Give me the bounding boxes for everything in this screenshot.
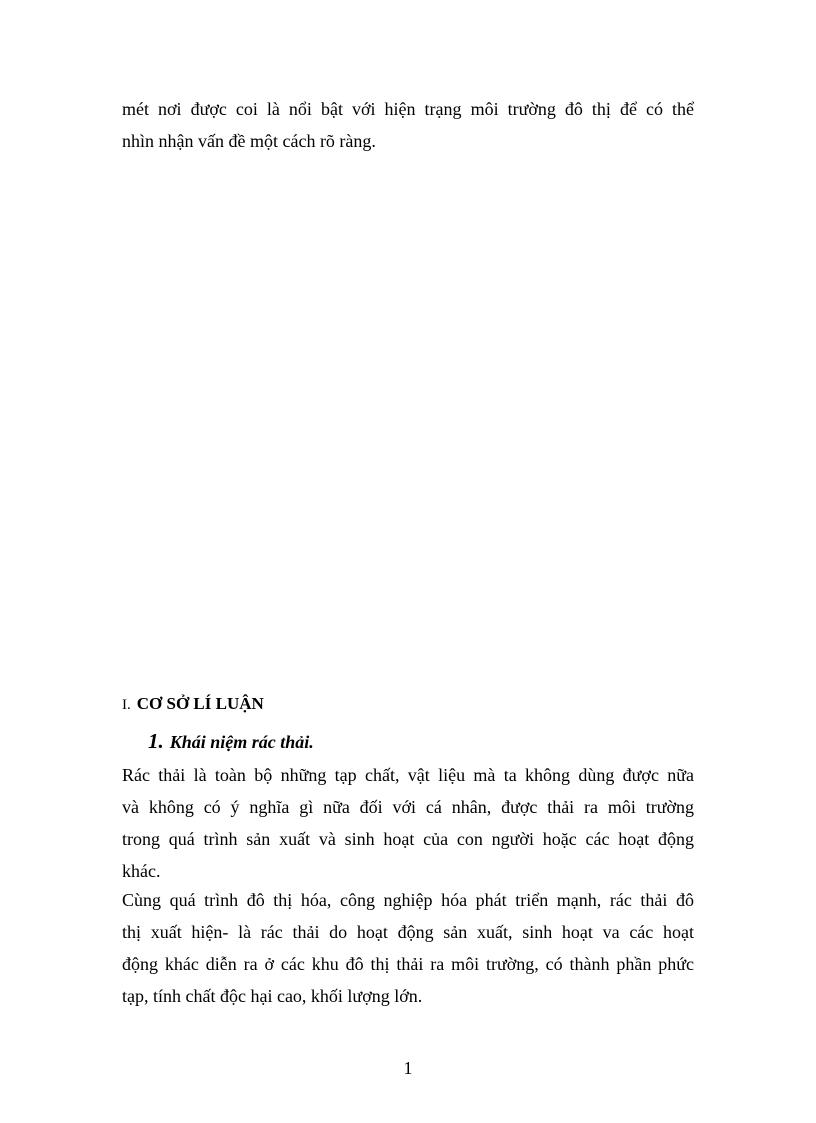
paragraph-line: tạp, tính chất độc hại cao, khối lượng lớn. [122,986,423,1006]
subsection-heading [148,729,314,754]
page-number: 1 [403,1058,413,1078]
paragraph-line: động khác diễn ra ở các khu đô thị thải ra môi trường, có thành phần phức [122,954,694,974]
paragraph-line: mét nơi được coi là nổi bật với hiện trạng môi trường đô thị để có thể [122,99,694,119]
subsection-number: 1. [148,729,164,753]
subsection-title: Khái niệm rác thải. [169,732,314,752]
section-number: I. [122,697,131,713]
paragraph-line: Rác thải là toàn bộ những tạp chất, vật liệu mà ta không dùng được nữa [122,765,694,785]
section-title: CƠ SỞ LÍ LUẬN [136,694,264,713]
paragraph-line: khác. [122,861,161,881]
paragraph-line: và không có ý nghĩa gì nữa đối với cá nhân, được thải ra môi trường [122,797,694,817]
paragraph-line: trong quá trình sản xuất và sinh hoạt của con người hoặc các hoạt động [122,829,694,849]
intro-paragraph [122,93,694,157]
urban-waste-paragraph [122,884,694,1012]
paragraph-line: Cùng quá trình đô thị hóa, công nghiệp hóa phát triển mạnh, rác thải đô [122,890,694,910]
paragraph-line: thị xuất hiện- là rác thải do hoạt động sản xuất, sinh hoạt va các hoạt [122,922,694,942]
section-heading [122,694,264,714]
definition-paragraph [122,759,694,887]
paragraph-line: nhìn nhận vấn đề một cách rõ ràng. [122,131,376,151]
